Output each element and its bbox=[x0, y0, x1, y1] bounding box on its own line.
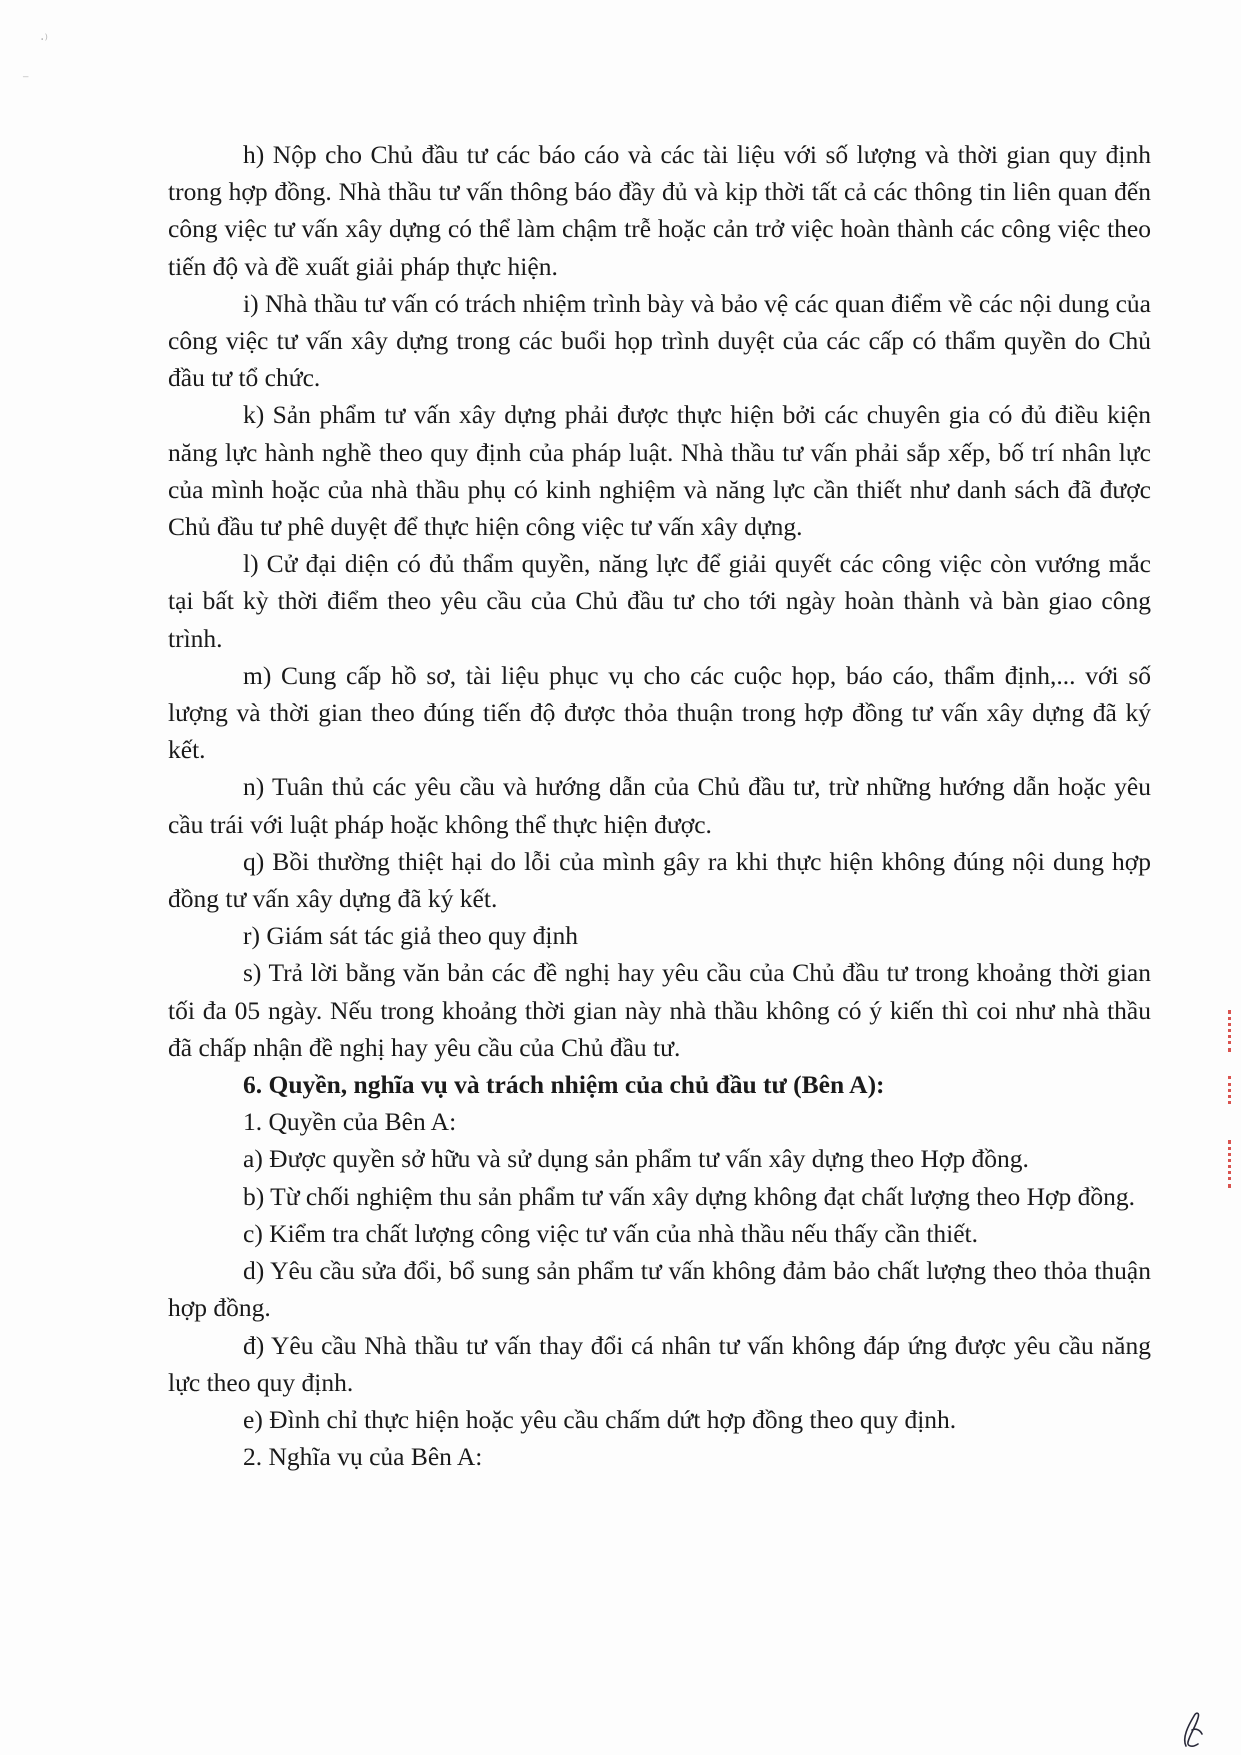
paragraph-r: r) Giám sát tác giả theo quy định bbox=[243, 921, 578, 951]
paragraph-dd: đ) Yêu cầu Nhà thầu tư vấn thay đổi cá nhân tư vấn không đáp ứng được yêu cầu năng lực theo quy định. bbox=[168, 1330, 1151, 1397]
paragraph-n: n) Tuân thủ các yêu cầu và hướng dẫn của Chủ đầu tư, trừ những hướng dẫn hoặc yêu cầu trái với luật pháp hoặc không thể thực hiện được. bbox=[168, 772, 1151, 839]
paragraph-l: l) Cử đại diện có đủ thẩm quyền, năng lực để giải quyết các công việc còn vướng mắc tại bất kỳ thời điểm theo yêu cầu của Chủ đầu tư cho tới ngày hoàn thành và bàn giao công trình. bbox=[168, 549, 1151, 653]
seal-edge-mark bbox=[1228, 1010, 1237, 1052]
paragraph-b: b) Từ chối nghiệm thu sản phẩm tư vấn xây dựng không đạt chất lượng theo Hợp đồng. bbox=[243, 1181, 1135, 1211]
document-body bbox=[168, 136, 1151, 1475]
seal-edge-mark bbox=[1228, 1076, 1237, 1104]
paragraph-m: m) Cung cấp hồ sơ, tài liệu phục vụ cho các cuộc họp, báo cáo, thẩm định,... với số lượng và thời gian theo đúng tiến độ được thỏa thuận trong hợp đồng tư vấn xây dựng đã ký kết. bbox=[168, 660, 1151, 765]
paragraph-k: k) Sản phẩm tư vấn xây dựng phải được thực hiện bởi các chuyên gia có đủ điều kiện năng lực hành nghề theo quy định của pháp luật. Nhà thầu tư vấn phải sắp xếp, bố trí nhân lực của mình hoặc của nhà thầu phụ có kinh nghiệm và năng lực cần thiết như danh sách đã được Chủ đầu tư phê duyệt để thực hiện công việc tư vấn xây dựng. bbox=[168, 400, 1151, 542]
seal-edge-mark bbox=[1228, 1140, 1237, 1188]
subheading-rights: 1. Quyền của Bên A: bbox=[243, 1107, 457, 1137]
paragraph-d: d) Yêu cầu sửa đổi, bổ sung sản phẩm tư vấn không đảm bảo chất lượng theo thỏa thuận hợp đồng. bbox=[168, 1256, 1151, 1323]
scan-speck-mark: ⁻ bbox=[22, 72, 30, 88]
paragraph-e: e) Đình chỉ thực hiện hoặc yêu cầu chấm dứt hợp đồng theo quy định. bbox=[243, 1404, 957, 1434]
paragraph-a: a) Được quyền sở hữu và sử dụng sản phẩm tư vấn xây dựng theo Hợp đồng. bbox=[243, 1144, 1029, 1174]
scan-speck-mark: ·⁾ bbox=[40, 32, 48, 48]
paragraph-c: c) Kiểm tra chất lượng công việc tư vấn của nhà thầu nếu thấy cần thiết. bbox=[243, 1218, 979, 1248]
initials-signature-icon bbox=[1178, 1708, 1208, 1750]
paragraph-i: i) Nhà thầu tư vấn có trách nhiệm trình bày và bảo vệ các quan điểm về các nội dung của công việc tư vấn xây dựng trong các buổi họp trình duyệt của các cấp có thẩm quyền do Chủ đầu tư tổ chức. bbox=[168, 288, 1151, 393]
paragraph-q: q) Bồi thường thiệt hại do lỗi của mình gây ra khi thực hiện không đúng nội dung hợp đồng tư vấn xây dựng đã ký kết. bbox=[168, 846, 1151, 914]
subheading-obligations: 2. Nghĩa vụ của Bên A: bbox=[243, 1442, 483, 1472]
paragraph-s: s) Trả lời bằng văn bản các đề nghị hay yêu cầu của Chủ đầu tư trong khoảng thời gian tối đa 05 ngày. Nếu trong khoảng thời gian này nhà thầu không có ý kiến thì coi như nhà thầu đã chấp nhận đề nghị hay yêu cầu của Chủ đầu tư. bbox=[168, 958, 1151, 1062]
section-heading-6: 6. Quyền, nghĩa vụ và trách nhiệm của chủ đầu tư (Bên A): bbox=[243, 1070, 885, 1100]
paragraph-h: h) Nộp cho Chủ đầu tư các báo cáo và các tài liệu với số lượng và thời gian quy định trong hợp đồng. Nhà thầu tư vấn thông báo đầy đủ và kịp thời tất cả các thông tin liên quan đến công việc tư vấn xây dựng có thể làm chậm trễ hoặc cản trở việc hoàn thành các công việc theo tiến độ và đề xuất giải pháp thực hiện. bbox=[168, 140, 1151, 281]
